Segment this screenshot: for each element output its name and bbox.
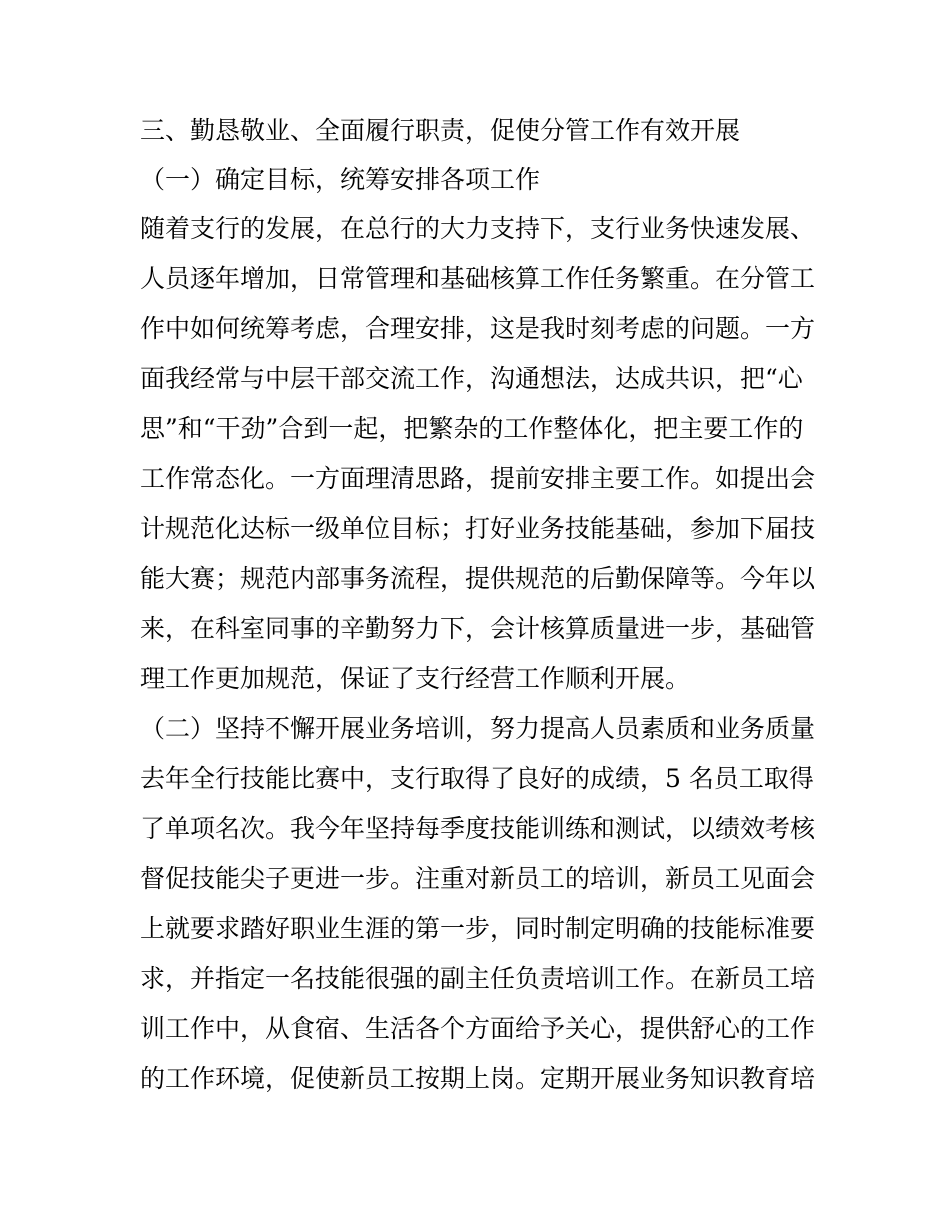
paragraph-line: 来，在科室同事的辛勤努力下，会计核算质量进一步，基础管	[140, 614, 816, 643]
paragraph-line: 了单项名次。我今年坚持每季度技能训练和测试，以绩效考核	[140, 814, 816, 843]
section-heading: 三、勤恳敬业、全面履行职责，促使分管工作有效开展	[140, 116, 741, 145]
paragraph-line: 作中如何统筹考虑，合理安排，这是我时刻考虑的问题。一方	[140, 314, 816, 343]
subsection-heading: （二）坚持不懈开展业务培训，努力提高人员素质和业务质量	[140, 714, 816, 743]
paragraph-line: 工作常态化。一方面理清思路，提前安排主要工作。如提出会	[140, 464, 816, 493]
paragraph-line: 求，并指定一名技能很强的副主任负责培训工作。在新员工培	[140, 964, 816, 993]
paragraph-line: 理工作更加规范，保证了支行经营工作顺利开展。	[140, 664, 691, 693]
paragraph-line: 人员逐年增加，日常管理和基础核算工作任务繁重。在分管工	[140, 264, 816, 293]
paragraph-line: 思”和“干劲”合到一起，把繁杂的工作整体化，把主要工作的	[140, 414, 804, 443]
paragraph-line: 督促技能尖子更进一步。注重对新员工的培训，新员工见面会	[140, 864, 816, 893]
paragraph-line: 上就要求踏好职业生涯的第一步，同时制定明确的技能标准要	[140, 914, 816, 943]
paragraph-line: 计规范化达标一级单位目标；打好业务技能基础，参加下届技	[140, 514, 816, 543]
paragraph-line: 的工作环境，促使新员工按期上岗。定期开展业务知识教育培	[140, 1064, 816, 1093]
paragraph-line: 面我经常与中层干部交流工作，沟通想法，达成共识，把“心	[140, 364, 803, 393]
paragraph-line: 能大赛；规范内部事务流程，提供规范的后勤保障等。今年以	[140, 564, 816, 593]
subsection-heading: （一）确定目标，统筹安排各项工作	[140, 165, 541, 194]
paragraph-line: 训工作中，从食宿、生活各个方面给予关心，提供舒心的工作	[140, 1014, 816, 1043]
paragraph-line: 去年全行技能比赛中，支行取得了良好的成绩，5 名员工取得	[140, 764, 814, 793]
paragraph-line: 随着支行的发展，在总行的大力支持下，支行业务快速发展、	[140, 214, 816, 243]
